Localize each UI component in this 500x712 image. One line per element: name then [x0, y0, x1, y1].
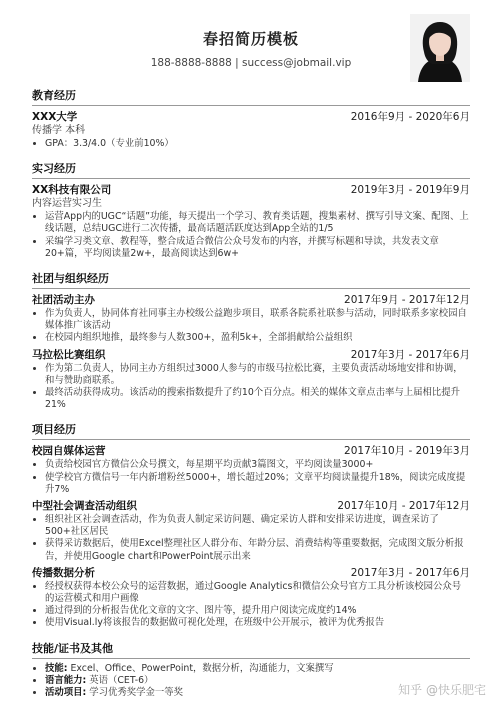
bullet-item: • 使用Visual.ly将该报告的数据做可视化处理，在班级中公开展示，被评为优秀报告 [45, 617, 470, 629]
skill-value: Excel、Office、PowerPoint，数据分析，沟通能力，文案撰写 [70, 662, 334, 674]
entry-role: 传播学 本科 [32, 125, 86, 136]
entry [32, 444, 470, 496]
entry [32, 183, 470, 260]
bullet-list [32, 581, 470, 630]
entry-date: 2019年3月 - 2019年9月 [350, 184, 470, 197]
bullet-item: • 使学校官方微信号一年内新增粉丝5000+，增长超过20%；文章平均阅读量提升18%，阅读完成度提升7% [45, 472, 470, 496]
bullet-list [32, 459, 470, 496]
entry [32, 110, 470, 150]
entry-org: 社团活动主办 [32, 294, 95, 307]
watermark: 知乎 @快乐肥宅 [398, 683, 486, 697]
skill-label: 语言能力: [45, 674, 87, 686]
entry-org: 中型社会调查活动组织 [32, 500, 137, 513]
section-title: 教育经历 [32, 87, 470, 106]
bullet-item: • 通过得到的分析报告优化文章的文字、图片等，提升用户阅读完成度约14% [45, 605, 470, 617]
section-internship [32, 160, 470, 260]
bullet-list [32, 211, 470, 260]
section-title: 社团与组织经历 [32, 270, 470, 289]
entry-header [32, 183, 470, 197]
skill-label: 活动项目: [45, 687, 87, 699]
bullet-item: • 运营App内的UGC“话题”功能，每天提出一个学习、教育类话题，搜集素材、撰写引导文案、配图、上线话题，总结UGC进行二次传播，最高话题活跃度达到App全站的1/5 [45, 211, 470, 235]
bullet-list [32, 308, 470, 345]
entry [32, 499, 470, 563]
section-education [32, 87, 470, 150]
bullet-item: • 作为第二负责人，协同主办方组织过3000人参与的市级马拉松比赛，主要负责活动场地安排和协调，和与赞助商联系。 [45, 363, 470, 387]
entry-date: 2017年3月 - 2017年6月 [350, 348, 470, 361]
entry-org: XXX大学 [32, 111, 78, 123]
bullet-item: • GPA：3.3/4.0（专业前10%） [45, 138, 470, 150]
resume-sections [32, 87, 470, 699]
entry-org: 马拉松比赛组织 [32, 348, 106, 361]
profile-photo [410, 14, 470, 82]
entry [32, 293, 470, 345]
bullet-item: • 获得采访数据后，使用Excel整理社区人群分布、年龄分层、消费结构等重要数据，完成图文版分析报告，并使用Google chart和PowerPoint展示出来 [45, 538, 470, 562]
entry [32, 566, 470, 630]
entry-header [32, 110, 470, 124]
bullet-item: • 组织社区社会调查活动，作为负责人制定采访问题、确定采访人群和安排采访进度，调查采访了500+社区居民 [45, 514, 470, 538]
skill-item [45, 663, 470, 675]
entry-date: 2016年9月 - 2020年6月 [350, 111, 470, 123]
bullet-list [32, 363, 470, 412]
bullet-list [32, 138, 470, 150]
entry-header [32, 293, 470, 307]
section-title: 项目经历 [32, 421, 470, 440]
bullet-list [32, 514, 470, 563]
bullet-item: • 负责给校园官方微信公众号撰文，每星期平均贡献3篇图文，平均阅读量3000+ [45, 459, 470, 471]
entry-date: 2017年10月 - 2019年3月 [344, 445, 470, 458]
entry-header [32, 444, 470, 458]
entry-role: 内容运营实习生 [32, 198, 102, 210]
bullet-item: • 在校园内组织地推，最终参与人数300+，盈利5k+，全部捐献给公益组织 [45, 332, 470, 344]
portrait-photo-icon [410, 14, 470, 82]
section-campus [32, 270, 470, 411]
entry-org: 校园自媒体运营 [32, 445, 106, 458]
skill-value: 学习优秀奖学金一等奖 [89, 687, 183, 699]
skill-label: 技能: [45, 662, 68, 674]
section-projects [32, 421, 470, 629]
bullet-item: • 采编学习类文章、教程等，整合成适合微信公众号发布的内容，并撰写标题和导读，共发表文章20+篇，平均阅读量2w+，最高阅读达到6w+ [45, 236, 470, 260]
entry-org: 传播数据分析 [32, 566, 95, 579]
entry-header [32, 566, 470, 580]
skill-value: 英语（CET-6） [89, 674, 154, 686]
entry-date: 2017年9月 - 2017年12月 [344, 294, 470, 307]
entry-header [32, 499, 470, 513]
bullet-item: • 最终活动获得成功。该活动的搜索指数提升了约10个百分点。相关的媒体文章点击率与上届相比提升21% [45, 387, 470, 411]
resume-title: 春招简历模板 [202, 30, 299, 48]
entry-org: XX科技有限公司 [32, 184, 112, 197]
entry-date: 2017年3月 - 2017年6月 [350, 566, 470, 579]
contact-info: 188-8888-8888 | success@jobmail.vip [150, 57, 352, 69]
section-title: 实习经历 [32, 160, 470, 179]
bullet-item: • 作为负责人，协同体育社同事主办校级公益跑步项目，联系各院系社联参与活动，同时联系多家校园自媒体推广该活动 [45, 308, 470, 332]
section-title: 技能/证书及其他 [32, 640, 470, 659]
entry [32, 348, 470, 412]
entry-date: 2017年10月 - 2017年12月 [337, 500, 470, 513]
bullet-item: • 经授权获得本校公众号的运营数据，通过Google Analytics和微信公众号官方工具分析该校园公众号的运营模式和用户画像 [45, 581, 470, 605]
entry-header [32, 348, 470, 362]
